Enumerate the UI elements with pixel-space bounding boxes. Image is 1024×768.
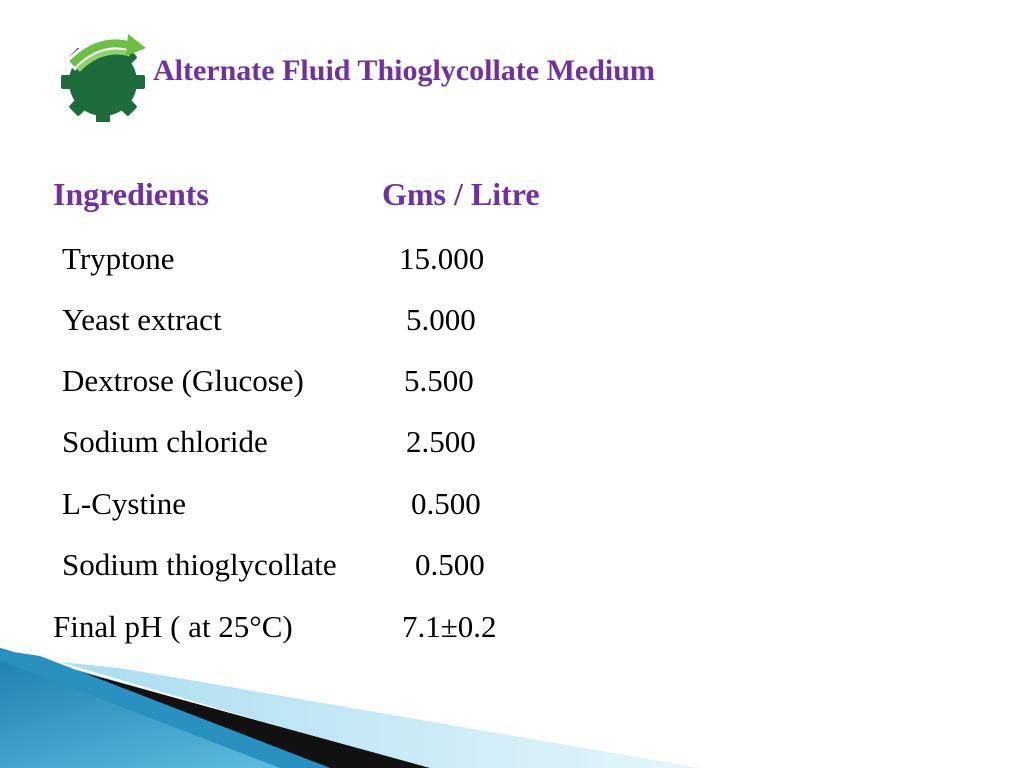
ingredient-value: 5.500: [404, 363, 474, 398]
ingredient-value: 15.000: [399, 241, 485, 276]
ingredients-header: Ingredients: [53, 176, 209, 212]
slide-title: Alternate Fluid Thioglycollate Medium: [153, 54, 655, 87]
ingredient-value: 0.500: [411, 486, 481, 521]
ingredient-name: L-Cystine: [62, 486, 186, 521]
ingredient-name: Tryptone: [62, 241, 175, 276]
final-ph-label: Final pH ( at 25°C): [53, 609, 293, 644]
ingredient-name: Yeast extract: [62, 302, 222, 337]
gear-logo-icon: [60, 26, 150, 122]
final-ph-value: 7.1±0.2: [402, 609, 497, 644]
ingredient-value: 2.500: [406, 424, 476, 459]
ingredient-name: Dextrose (Glucose): [62, 363, 304, 398]
ingredient-name: Sodium chloride: [62, 424, 268, 459]
ingredient-value: 5.000: [406, 302, 476, 337]
ingredient-value: 0.500: [415, 547, 485, 582]
amount-header: Gms / Litre: [382, 176, 540, 212]
ingredient-name: Sodium thioglycollate: [62, 547, 337, 582]
